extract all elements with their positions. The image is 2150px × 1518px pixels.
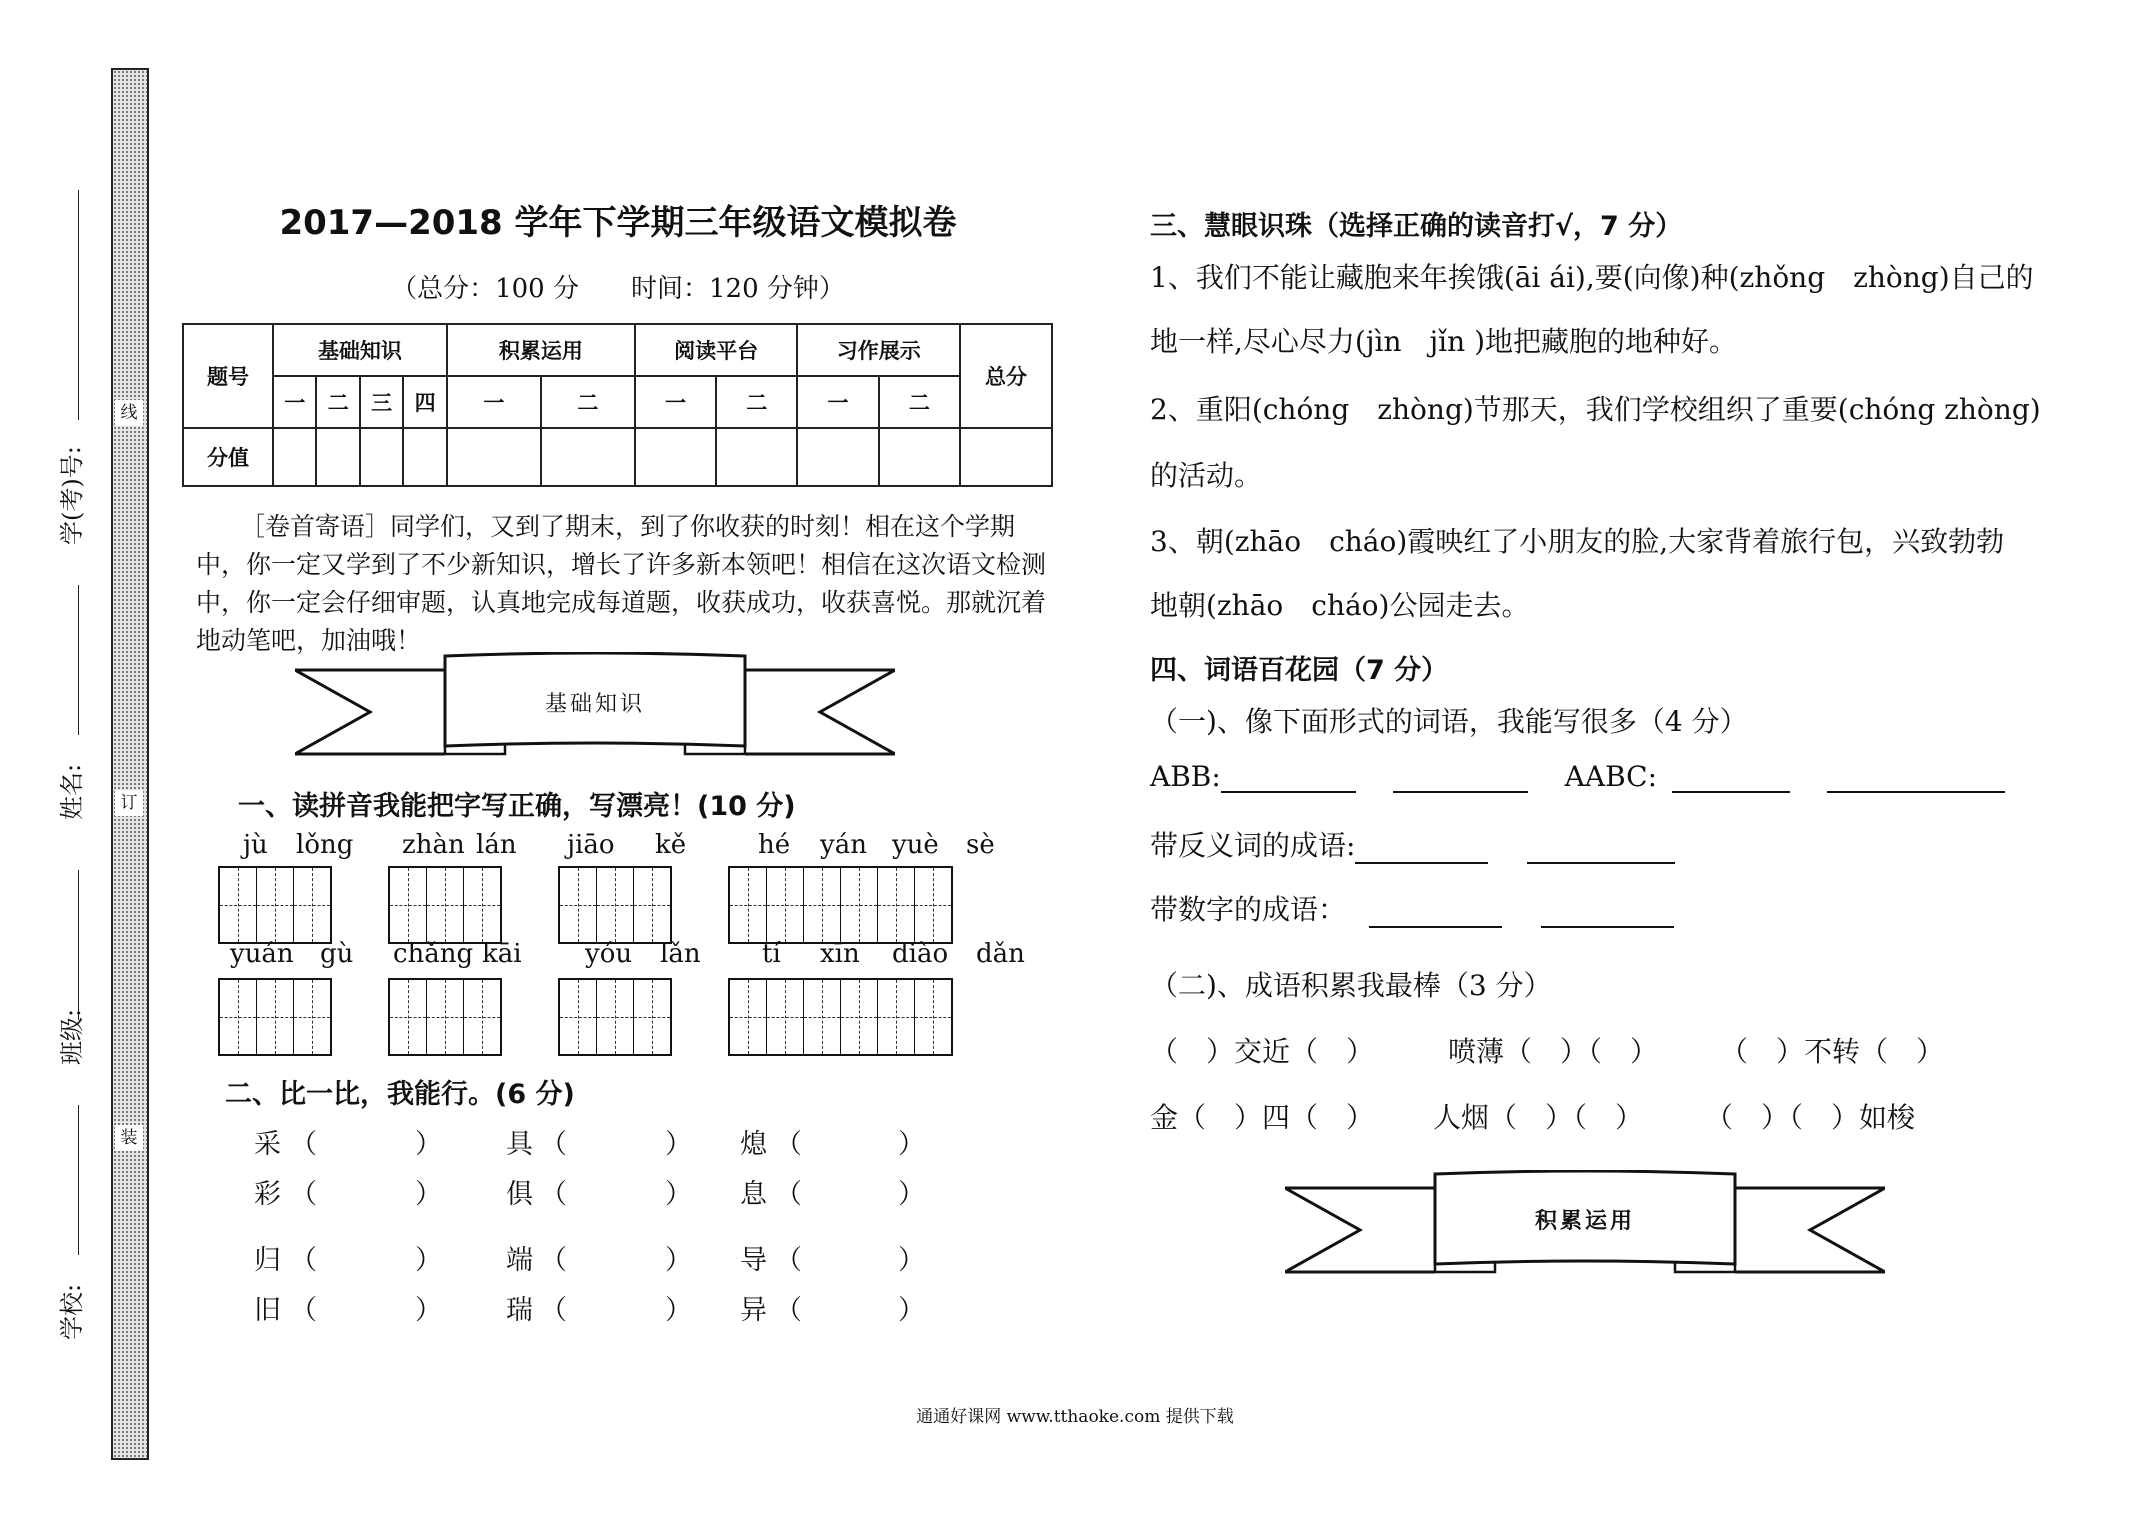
section4-sub1: （一)、像下面形式的词语，我能写很多（4 分） <box>1150 705 1748 738</box>
paren-close: ） <box>898 1129 925 1160</box>
name-line <box>78 585 79 735</box>
paren-open: （ <box>540 1295 567 1326</box>
idiom-item: 喷薄（ ）（ ） <box>1448 1035 1659 1068</box>
paren-close: ） <box>415 1129 442 1160</box>
paren-close: ） <box>665 1295 692 1326</box>
score-cell[interactable] <box>273 428 316 486</box>
paren-open: （ <box>540 1245 567 1276</box>
banner-basic-label: 基础知识 <box>544 692 645 717</box>
pinyin: yán <box>820 830 867 860</box>
section-header-accum: 积累运用 <box>447 324 635 376</box>
section3-line: 的活动。 <box>1150 459 1263 492</box>
number-row <box>1150 888 1674 928</box>
paren-close: ） <box>415 1245 442 1276</box>
tianzi-grid-group[interactable] <box>558 866 672 944</box>
idiom-item: （ ）不转（ ） <box>1720 1035 1945 1068</box>
subnum: 三 <box>360 376 403 428</box>
compare-char: 具 <box>506 1129 533 1160</box>
student-id-line <box>78 190 79 420</box>
score-cell[interactable] <box>716 428 797 486</box>
paren-close: ） <box>415 1179 442 1210</box>
section3-heading: 三、慧眼识珠（选择正确的读音打√，7 分） <box>1150 211 1683 242</box>
pinyin: yuán <box>230 939 294 969</box>
score-cell[interactable] <box>360 428 403 486</box>
subnum: 四 <box>403 376 446 428</box>
score-cell[interactable] <box>316 428 359 486</box>
paren-open: （ <box>290 1245 317 1276</box>
pinyin: dǎn <box>976 939 1025 969</box>
section-header-basic: 基础知识 <box>273 324 447 376</box>
subnum: 一 <box>797 376 878 428</box>
row-label: 题号 <box>183 324 273 428</box>
section3-line: 地一样,尽心尽力(jìn jǐn )地把藏胞的地种好。 <box>1150 325 1737 358</box>
compare-char: 异 <box>740 1295 767 1326</box>
footer-credit: 通通好课网 www.tthaoke.com 提供下载 <box>916 1407 1234 1427</box>
binding-strip <box>111 68 149 1460</box>
aabc-blank[interactable] <box>1672 761 1790 793</box>
score-table <box>182 323 1053 487</box>
section3-line: 3、朝(zhāo cháo)霞映红了小朋友的脸,大家背着旅行包，兴致勃勃 <box>1150 525 2005 558</box>
pinyin: diào <box>892 939 949 969</box>
subnum: 二 <box>541 376 635 428</box>
compare-char: 归 <box>254 1245 281 1276</box>
paren-open: （ <box>775 1179 802 1210</box>
aabc-blank[interactable] <box>1827 761 2005 793</box>
total-score-cell[interactable] <box>960 428 1052 486</box>
paren-open: （ <box>540 1179 567 1210</box>
number-blank[interactable] <box>1369 896 1502 928</box>
section2-heading: 二、比一比，我能行。(6 分) <box>225 1079 575 1110</box>
school-line <box>78 1105 79 1255</box>
paren-open: （ <box>290 1179 317 1210</box>
pinyin: kě <box>655 830 687 860</box>
number-label: 带数字的成语： <box>1150 893 1347 926</box>
idiom-item: （ ）交近（ ） <box>1150 1035 1375 1068</box>
compare-char: 旧 <box>254 1295 281 1326</box>
subnum: 二 <box>716 376 797 428</box>
pinyin: yuè <box>892 830 939 860</box>
subnum: 一 <box>635 376 716 428</box>
binding-char-ding: 订 <box>115 790 143 816</box>
exam-subtitle: （总分：100 分 时间：120 分钟） <box>391 274 845 304</box>
paren-open: （ <box>775 1245 802 1276</box>
score-cell[interactable] <box>447 428 541 486</box>
pinyin: zhàn <box>402 830 465 860</box>
score-cell[interactable] <box>635 428 716 486</box>
score-label: 分值 <box>183 428 273 486</box>
intro-paragraph: ［卷首寄语］同学们，又到了期末，到了你收获的时刻！相在这个学期中，你一定又学到了不少新知识，增长了许多新本领吧！相信在这次语文检测中，你一定会仔细审题，认真地完成每道题，收获成功，收获喜悦。那就沉着地动笔吧，加油哦！ <box>196 512 1047 655</box>
pinyin: xīn <box>820 939 860 969</box>
pinyin: sè <box>966 830 995 860</box>
section3-line: 2、重阳(chóng zhòng)节那天，我们学校组织了重要(chóng zhòng) <box>1150 393 2041 426</box>
pinyin: kāi <box>482 939 522 969</box>
pinyin: chǎng <box>393 939 474 969</box>
aabc-label: AABC: <box>1564 760 1658 793</box>
pinyin: hé <box>758 830 791 860</box>
paren-close: ） <box>665 1129 692 1160</box>
total-header: 总分 <box>960 324 1052 428</box>
paren-close: ） <box>898 1179 925 1210</box>
subnum: 二 <box>316 376 359 428</box>
tianzi-grid-group[interactable] <box>388 866 502 944</box>
section1-heading: 一、读拼音我能把字写正确，写漂亮！(10 分) <box>238 791 796 822</box>
exam-title: 2017—2018 学年下学期三年级语文模拟卷 <box>279 203 957 243</box>
section4-sub2: （二)、成语积累我最棒（3 分） <box>1150 969 1552 1002</box>
score-cell[interactable] <box>879 428 960 486</box>
section3-line: 地朝(zhāo cháo)公园走去。 <box>1150 589 1530 622</box>
idiom-item: （ ）（ ）如梭 <box>1705 1101 1916 1134</box>
paren-close: ） <box>415 1295 442 1326</box>
pinyin: lán <box>476 830 517 860</box>
score-cell[interactable] <box>403 428 446 486</box>
antonym-label: 带反义词的成语: <box>1150 829 1356 862</box>
pinyin: gù <box>320 939 354 969</box>
paren-open: （ <box>290 1295 317 1326</box>
banner-accum-label: 积累运用 <box>1534 1208 1635 1234</box>
pinyin: lǒng <box>296 830 354 860</box>
paren-open: （ <box>290 1129 317 1160</box>
binding-char-zhuang: 装 <box>115 1125 143 1151</box>
tianzi-grid-group[interactable] <box>728 978 953 1056</box>
section4-heading: 四、词语百花园（7 分） <box>1150 655 1449 686</box>
subnum: 一 <box>273 376 316 428</box>
tianzi-grid-group[interactable] <box>558 978 672 1056</box>
tianzi-grid-group[interactable] <box>218 978 332 1056</box>
paren-close: ） <box>665 1179 692 1210</box>
tianzi-grid-group[interactable] <box>388 978 502 1056</box>
pinyin: tí <box>762 939 781 969</box>
section-header-writing: 习作展示 <box>797 324 960 376</box>
score-cell[interactable] <box>797 428 878 486</box>
paren-close: ） <box>665 1245 692 1276</box>
paren-close: ） <box>898 1245 925 1276</box>
pinyin: jù <box>243 830 268 860</box>
pinyin: jiāo <box>567 830 615 860</box>
tianzi-grid-group[interactable] <box>218 866 332 944</box>
abb-label: ABB: <box>1150 760 1221 793</box>
paren-open: （ <box>775 1295 802 1326</box>
compare-char: 熄 <box>740 1129 767 1160</box>
pinyin: lǎn <box>660 939 701 969</box>
pinyin: yóu <box>585 939 633 969</box>
class-line <box>78 870 79 1020</box>
student-id-label: 学(考)号: <box>58 446 86 545</box>
antonym-row <box>1150 824 1675 864</box>
compare-char: 息 <box>740 1179 767 1210</box>
subnum: 二 <box>879 376 960 428</box>
compare-char: 俱 <box>506 1179 533 1210</box>
abb-blank[interactable] <box>1393 761 1528 793</box>
abb-blank[interactable] <box>1221 761 1356 793</box>
paren-open: （ <box>540 1129 567 1160</box>
compare-char: 导 <box>740 1245 767 1276</box>
idiom-item: 人烟（ ）（ ） <box>1433 1101 1644 1134</box>
section3-line: 1、我们不能让藏胞来年挨饿(āi ái),要(向像)种(zhǒng zhòng)自己的 <box>1150 261 2034 294</box>
school-label: 学校: <box>58 1283 86 1340</box>
paren-close: ） <box>898 1295 925 1326</box>
compare-char: 采 <box>254 1129 281 1160</box>
class-label: 班级: <box>58 1008 86 1065</box>
compare-char: 彩 <box>254 1179 281 1210</box>
score-cell[interactable] <box>541 428 635 486</box>
abb-row <box>1150 760 2005 793</box>
antonym-blank[interactable] <box>1355 832 1488 864</box>
binding-char-xian: 线 <box>115 400 143 426</box>
section-header-reading: 阅读平台 <box>635 324 798 376</box>
tianzi-grid-group[interactable] <box>728 866 953 944</box>
idiom-item: 金（ ）四（ ） <box>1150 1101 1375 1134</box>
subnum: 一 <box>447 376 541 428</box>
compare-char: 端 <box>506 1245 533 1276</box>
number-blank[interactable] <box>1541 896 1674 928</box>
paren-open: （ <box>775 1129 802 1160</box>
antonym-blank[interactable] <box>1527 832 1675 864</box>
compare-char: 瑞 <box>506 1295 533 1326</box>
name-label: 姓名: <box>58 763 86 820</box>
